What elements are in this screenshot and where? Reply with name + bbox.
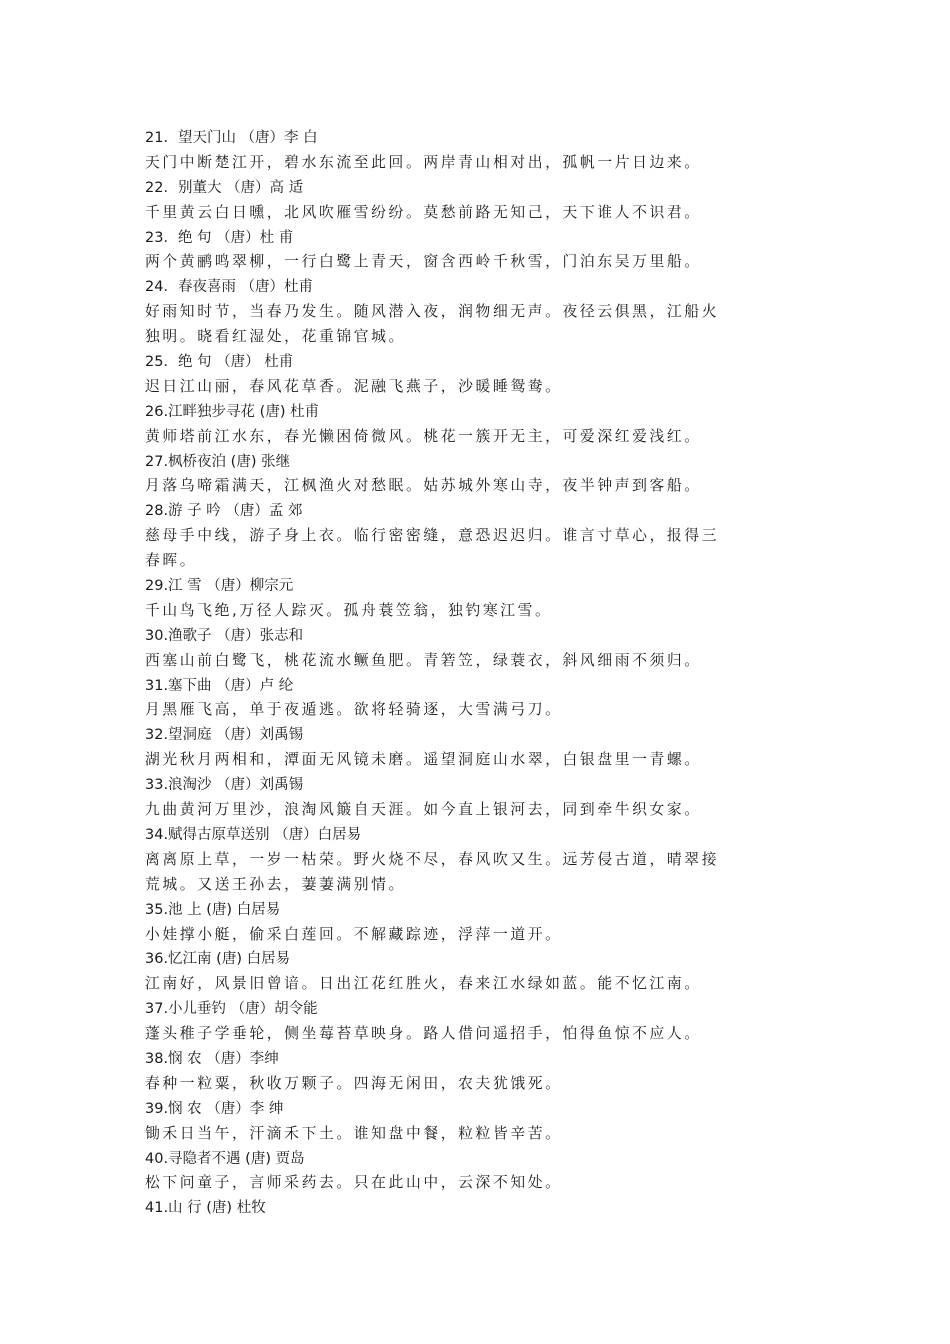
poem-text-line: 千里黄云白日曛，北风吹雁雪纷纷。莫愁前路无知己，天下谁人不识君。 — [145, 203, 702, 221]
poem-text-line: 月黑雁飞高，单于夜遁逃。欲将轻骑逐，大雪满弓刀。 — [145, 701, 563, 719]
poem-text-line: 慈母手中线，游子身上衣。临行密密缝，意恐迟迟归。谁言寸草心，报得三 — [145, 527, 720, 545]
poem-title: 31.塞下曲 （唐）卢 纶 — [145, 677, 294, 694]
poem-list — [145, 126, 805, 1221]
poem-text-line: 湖光秋月两相和，潭面无风镜未磨。遥望洞庭山水翠，白银盘里一青螺。 — [145, 751, 702, 769]
poem-title: 34.赋得古原草送别 （唐）白居易 — [145, 826, 362, 843]
poem-title: 24．春夜喜雨 （唐）杜甫 — [145, 279, 314, 296]
poem-title: 23．绝 句 （唐）杜 甫 — [145, 229, 294, 246]
poem-text-line: 迟日江山丽，春风花草香。泥融飞燕子，沙暖睡鸳鸯。 — [145, 377, 563, 395]
poem-text-line: 江南好，风景旧曾谙。日出江花红胜火，春来江水绿如蓝。能不忆江南。 — [145, 975, 702, 993]
poem-text-line: 春晖。 — [145, 552, 198, 570]
poem-title: 29.江 雪 （唐）柳宗元 — [145, 578, 294, 595]
poem-title: 35.池 上 (唐) 白居易 — [145, 901, 281, 918]
poem-text-line: 月落乌啼霜满天，江枫渔火对愁眠。姑苏城外寒山寺，夜半钟声到客船。 — [145, 477, 702, 495]
poem-title: 36.忆江南 (唐) 白居易 — [145, 951, 291, 968]
poem-title: 40.寻隐者不遇 (唐) 贾岛 — [145, 1150, 305, 1167]
poem-title: 37.小儿垂钓 （唐）胡令能 — [145, 1001, 318, 1018]
poem-title: 39.悯 农 （唐）李 绅 — [145, 1100, 284, 1117]
poem-title: 32.望洞庭 （唐）刘禹锡 — [145, 727, 304, 744]
poem-title: 33.浪淘沙 （唐）刘禹锡 — [145, 777, 304, 794]
poem-text-line: 好雨知时节，当春乃发生。随风潜入夜，润物细无声。夜径云俱黑，江船火 — [145, 303, 720, 321]
poem-title: 28.游 子 吟 （唐）孟 郊 — [145, 503, 303, 520]
poem-text-line: 独明。晓看红湿处，花重锦官城。 — [145, 328, 406, 346]
poem-text-line: 荒城。又送王孙去，萋萋满别情。 — [145, 875, 406, 893]
poem-text-line: 西塞山前白鹭飞，桃花流水鳜鱼肥。青箬笠，绿蓑衣，斜风细雨不须归。 — [145, 651, 702, 669]
poem-title: 41.山 行 (唐) 杜牧 — [145, 1200, 266, 1217]
poem-title: 30.渔歌子 （唐）张志和 — [145, 627, 304, 644]
poem-title: 22．别董大 （唐）高 适 — [145, 179, 304, 196]
poem-title: 27.枫桥夜泊 (唐) 张继 — [145, 453, 291, 470]
poem-text-line: 松下问童子，言师采药去。只在此山中，云深不知处。 — [145, 1174, 563, 1192]
poem-title: 25．绝 句 （唐） 杜甫 — [145, 354, 294, 371]
document-page — [145, 126, 805, 1221]
poem-text-line: 天门中断楚江开，碧水东流至此回。两岸青山相对出，孤帆一片日边来。 — [145, 153, 702, 171]
poem-text-line: 小娃撑小艇，偷采白莲回。不解藏踪迹，浮萍一道开。 — [145, 925, 563, 943]
poem-title: 26.江畔独步寻花 (唐) 杜甫 — [145, 403, 320, 420]
poem-text-line: 黄师塔前江水东，春光懒困倚微风。桃花一簇开无主，可爱深红爱浅红。 — [145, 427, 702, 445]
poem-text-line: 锄禾日当午，汗滴禾下土。谁知盘中餐，粒粒皆辛苦。 — [145, 1124, 563, 1142]
poem-text-line: 离离原上草，一岁一枯荣。野火烧不尽，春风吹又生。远芳侵古道，晴翠接 — [145, 850, 720, 868]
poem-title: 38.悯 农 （唐）李绅 — [145, 1050, 279, 1067]
poem-text-line: 千山鸟飞绝,万径人踪灭。孤舟蓑笠翁，独钓寒江雪。 — [145, 601, 553, 619]
poem-text-line: 两个黄鹂鸣翠柳，一行白鹭上青天，窗含西岭千秋雪，门泊东吴万里船。 — [145, 253, 702, 271]
poem-title: 21．望天门山 （唐）李 白 — [145, 130, 318, 146]
poem-text-line: 九曲黄河万里沙，浪淘风簸自天涯。如今直上银河去，同到牵牛织女家。 — [145, 801, 702, 819]
poem-text-line: 蓬头稚子学垂轮，侧坐莓苔草映身。路人借问遥招手，怕得鱼惊不应人。 — [145, 1025, 702, 1043]
poem-text-line: 春种一粒粟，秋收万颗子。四海无闲田，农夫犹饿死。 — [145, 1074, 563, 1092]
